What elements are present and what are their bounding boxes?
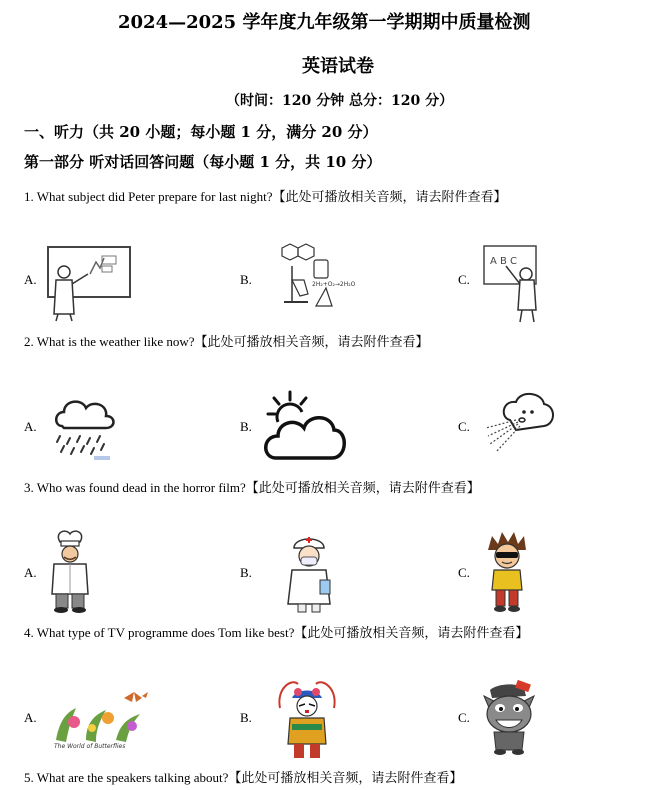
- teacher-blackboard-image: [42, 244, 132, 322]
- chemistry-image: [262, 240, 356, 310]
- option-label-3c: C.: [458, 565, 470, 580]
- option-label-2c: C.: [458, 419, 470, 434]
- option-label-2a: A.: [24, 419, 37, 434]
- svg-text:A B C: A B C: [490, 256, 518, 267]
- option-label-1c: C.: [458, 272, 470, 287]
- doctor-image: [280, 532, 338, 614]
- cartoon-wolf-image: [476, 682, 542, 756]
- abc-teacher-image: [482, 244, 546, 324]
- question-1: 1. What subject did Peter prepare for last night?【此处可播放相关音频，请去附件查看】: [24, 189, 507, 204]
- option-label-1a: A.: [24, 272, 37, 287]
- windy-cloud-icon: [486, 390, 558, 456]
- option-label-3a: A.: [24, 565, 37, 580]
- option-label-2b: B.: [240, 419, 252, 434]
- option-label-1b: B.: [240, 272, 252, 287]
- page-subtitle: 英语试卷: [302, 56, 374, 77]
- svg-text:2H₂+O₂→2H₂O: 2H₂+O₂→2H₂O: [312, 281, 356, 288]
- peking-opera-image: [272, 678, 342, 760]
- question-2: 2. What is the weather like now?【此处可播放相关音频，请去附件查看】: [24, 334, 429, 349]
- option-label-4b: B.: [240, 710, 252, 725]
- sun-cloud-icon: [262, 388, 346, 464]
- time-line: （时间：120 分钟 总分：120 分）: [226, 93, 454, 109]
- page-title: 2024—2025 学年度九年级第一学期期中质量检测: [118, 12, 531, 33]
- section-heading: 一、听力（共 20 小题；每小题 1 分，满分 20 分）: [24, 123, 378, 141]
- option-label-4c: C.: [458, 710, 470, 725]
- butterflies-image: [46, 688, 156, 752]
- part-heading: 第一部分 听对话回答问题（每小题 1 分，共 10 分）: [24, 153, 382, 171]
- rain-cloud-icon: [52, 394, 118, 462]
- boy-sunglasses-image: [482, 530, 532, 614]
- option-label-3b: B.: [240, 565, 252, 580]
- option-label-4a: A.: [24, 710, 37, 725]
- question-3: 3. Who was found dead in the horror film?【此处可播放相关音频，请去附件查看】: [24, 480, 480, 495]
- butterfly-caption: The World of Butterflies: [54, 743, 126, 750]
- question-5: 5. What are the speakers talking about?【此处可播放相关音频，请去附件查看】: [24, 770, 463, 785]
- question-4: 4. What type of TV programme does Tom like best?【此处可播放相关音频，请去附件查看】: [24, 625, 529, 640]
- chef-image: [44, 530, 96, 614]
